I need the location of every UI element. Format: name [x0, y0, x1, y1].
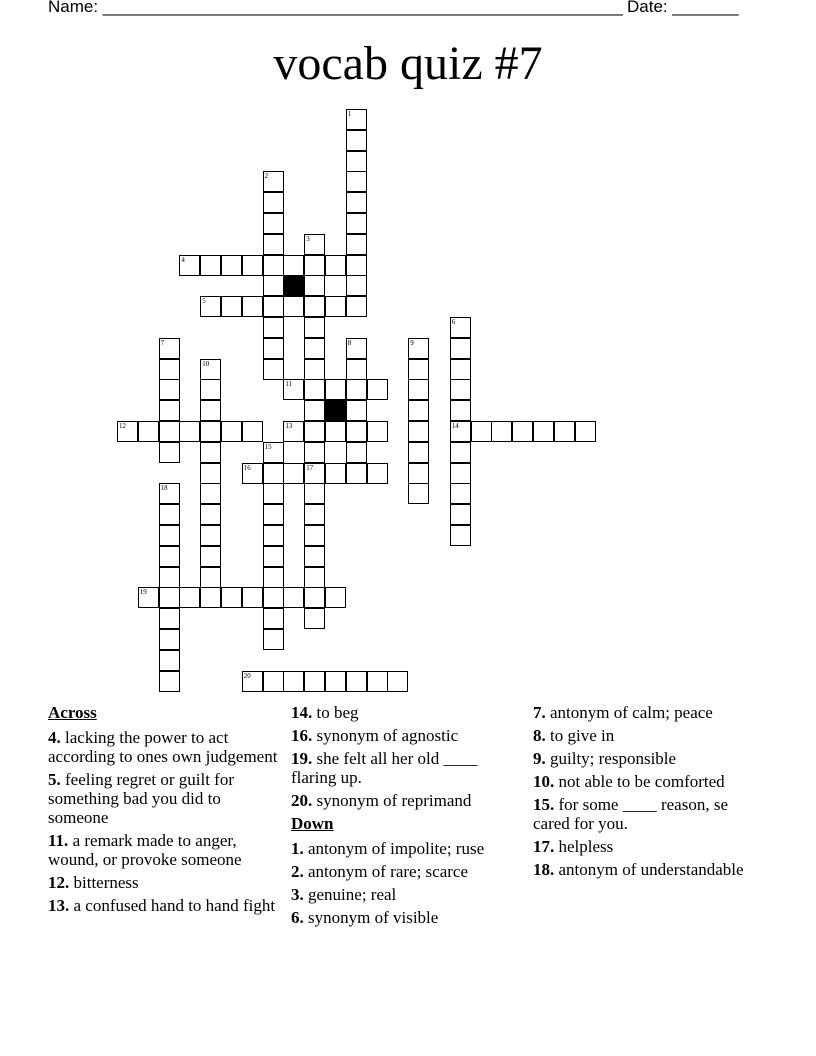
grid-cell[interactable] [263, 213, 284, 234]
cell-number: 17 [306, 463, 314, 472]
grid-cell[interactable] [325, 463, 346, 484]
grid-cell[interactable] [221, 255, 242, 276]
grid-cell[interactable] [159, 629, 180, 650]
cell-number: 6 [451, 318, 456, 326]
grid-cell[interactable] [346, 442, 367, 463]
grid-cell[interactable] [263, 192, 284, 213]
clue-down-7 [533, 772, 748, 791]
grid-cell[interactable] [575, 421, 596, 442]
grid-cell[interactable] [346, 359, 367, 380]
clue-text: feeling regret or guilt for something bad you did to someone [48, 770, 234, 827]
clue-across-8 [291, 791, 516, 810]
clue-across-2 [48, 831, 278, 869]
grid-cell[interactable] [159, 567, 180, 588]
grid-cell[interactable] [304, 671, 325, 692]
grid-cell[interactable] [346, 400, 367, 421]
grid-cell[interactable] [263, 483, 284, 504]
clue-down-5 [533, 726, 748, 745]
grid-cell[interactable] [408, 463, 429, 484]
grid-cell[interactable] [450, 317, 471, 338]
grid-cell[interactable] [450, 442, 471, 463]
grid-cell[interactable] [450, 338, 471, 359]
grid-cell[interactable] [304, 525, 325, 546]
grid-cell[interactable] [283, 255, 304, 276]
grid-cell[interactable] [283, 421, 304, 442]
grid-cell[interactable] [346, 421, 367, 442]
grid-cell[interactable] [159, 400, 180, 421]
clue-text: lacking the power to act according to ones own judgement [48, 728, 278, 766]
grid-cell[interactable] [450, 463, 471, 484]
grid-cell[interactable] [471, 421, 492, 442]
clue-text: synonym of reprimand [316, 791, 472, 810]
clue-text: not able to be comforted [558, 772, 725, 791]
grid-cell[interactable] [304, 338, 325, 359]
clue-column-2 [291, 703, 516, 931]
grid-cell[interactable] [263, 463, 284, 484]
clue-text: synonym of visible [308, 908, 439, 927]
grid-cell[interactable] [221, 421, 242, 442]
clue-column-1 [48, 703, 278, 919]
grid-cell[interactable] [554, 421, 575, 442]
clue-text: helpless [558, 837, 614, 856]
grid-cell[interactable] [242, 671, 263, 692]
grid-cell[interactable] [159, 421, 180, 442]
grid-cell[interactable] [346, 109, 367, 130]
clue-text: she felt all her old ____ flaring up. [291, 749, 478, 787]
cell-number: 7 [160, 338, 165, 347]
cell-number: 20 [243, 671, 251, 680]
grid-cell[interactable] [304, 421, 325, 442]
clue-text: a remark made to anger, wound, or provoke someone [48, 831, 242, 869]
clue-number: 1. [291, 839, 304, 858]
page-title: vocab quiz #7 [273, 37, 543, 90]
grid-cell[interactable] [346, 213, 367, 234]
grid-cell[interactable] [304, 483, 325, 504]
clue-number: 18. [533, 860, 555, 879]
grid-cell[interactable] [159, 546, 180, 567]
grid-cell[interactable] [325, 421, 346, 442]
cell-number: 5 [202, 297, 206, 306]
grid-cell[interactable] [283, 379, 304, 400]
grid-cell[interactable] [117, 421, 138, 442]
grid-cell[interactable] [159, 379, 180, 400]
down-heading: Down [291, 814, 334, 833]
grid-cell[interactable] [200, 442, 221, 463]
grid-cell[interactable] [263, 171, 284, 192]
grid-cell[interactable] [346, 255, 367, 276]
grid-cell[interactable] [200, 525, 221, 546]
grid-cell[interactable] [367, 463, 388, 484]
grid-cell[interactable] [179, 587, 200, 608]
cell-number: 14 [451, 422, 459, 430]
clue-down-2 [291, 885, 516, 904]
grid-cell[interactable] [304, 379, 325, 400]
grid-cell[interactable] [304, 442, 325, 463]
clue-text: bitterness [73, 873, 139, 892]
grid-cell[interactable] [450, 400, 471, 421]
clue-number: 7. [533, 703, 546, 722]
clue-across-4 [48, 896, 278, 915]
grid-cell[interactable] [263, 629, 284, 650]
grid-cell[interactable] [159, 504, 180, 525]
grid-cell[interactable] [179, 421, 200, 442]
grid-cell[interactable] [242, 296, 263, 317]
cell-number: 9 [410, 338, 414, 347]
grid-cell[interactable] [408, 400, 429, 421]
grid-cell[interactable] [263, 608, 284, 629]
clue-text: antonym of impolite; ruse [308, 839, 485, 858]
clue-number: 6. [291, 908, 304, 927]
clue-number: 5. [48, 770, 61, 789]
grid-cell[interactable] [200, 483, 221, 504]
grid-cell[interactable] [450, 379, 471, 400]
cell-number: 15 [264, 442, 272, 451]
cell-number: 19 [139, 588, 147, 597]
grid-cell[interactable] [408, 483, 429, 504]
grid-cell[interactable] [200, 463, 221, 484]
clue-number: 10. [533, 772, 555, 791]
grid-cell[interactable] [242, 463, 263, 484]
clue-number: 9. [533, 749, 546, 768]
grid-cell[interactable] [450, 504, 471, 525]
grid-cell[interactable] [138, 587, 159, 608]
clue-down-9 [533, 837, 748, 856]
cell-number: 8 [347, 338, 352, 347]
clue-number: 19. [291, 749, 313, 768]
grid-cell[interactable] [221, 296, 242, 317]
clue-number: 3. [291, 885, 304, 904]
grid-cell[interactable] [325, 587, 346, 608]
clue-column-3 [533, 703, 748, 883]
grid-cell[interactable] [242, 255, 263, 276]
clue-text: synonym of agnostic [316, 726, 459, 745]
grid-cell[interactable] [491, 421, 512, 442]
grid-cell[interactable] [200, 255, 221, 276]
clue-across-0 [48, 728, 278, 766]
grid-cell[interactable] [450, 359, 471, 380]
grid-cell[interactable] [200, 504, 221, 525]
grid-cell[interactable] [512, 421, 533, 442]
date-field[interactable]: Date: _______ [627, 0, 739, 16]
grid-cell[interactable] [367, 421, 388, 442]
grid-cell[interactable] [367, 671, 388, 692]
clue-number: 2. [291, 862, 304, 881]
across-heading: Across [48, 703, 97, 722]
grid-cell[interactable] [263, 587, 284, 608]
grid-cell[interactable] [263, 546, 284, 567]
black-cell [325, 400, 346, 421]
clue-down-6 [533, 749, 748, 768]
grid-cell[interactable] [304, 608, 325, 629]
cell-number: 10 [202, 359, 210, 368]
clue-down-3 [291, 908, 516, 927]
grid-cell[interactable] [263, 255, 284, 276]
grid-cell[interactable] [304, 546, 325, 567]
grid-cell[interactable] [304, 234, 325, 255]
grid-cell[interactable] [263, 567, 284, 588]
grid-cell[interactable] [159, 525, 180, 546]
grid-cell[interactable] [283, 296, 304, 317]
clue-across-3 [48, 873, 278, 892]
grid-cell[interactable] [408, 442, 429, 463]
grid-cell[interactable] [367, 379, 388, 400]
grid-cell[interactable] [346, 275, 367, 296]
cell-number: 3 [306, 234, 310, 243]
grid-cell[interactable] [304, 587, 325, 608]
header-line [48, 0, 748, 17]
grid-cell[interactable] [325, 379, 346, 400]
grid-cell[interactable] [408, 379, 429, 400]
grid-cell[interactable] [346, 338, 367, 359]
grid-cell[interactable] [304, 275, 325, 296]
grid-cell[interactable] [533, 421, 554, 442]
grid-cell[interactable] [263, 338, 284, 359]
clue-number: 13. [48, 896, 70, 915]
grid-cell[interactable] [159, 608, 180, 629]
grid-cell[interactable] [159, 338, 180, 359]
grid-cell[interactable] [242, 587, 263, 608]
clue-across-7 [291, 749, 516, 787]
grid-cell[interactable] [346, 463, 367, 484]
clue-text: genuine; real [308, 885, 397, 904]
grid-cell[interactable] [221, 587, 242, 608]
grid-cell[interactable] [346, 151, 367, 172]
clue-across-1 [48, 770, 278, 827]
clue-text: antonym of understandable [558, 860, 744, 879]
grid-cell[interactable] [200, 296, 221, 317]
grid-cell[interactable] [304, 400, 325, 421]
grid-cell[interactable] [159, 442, 180, 463]
clue-number: 4. [48, 728, 61, 747]
grid-cell[interactable] [450, 483, 471, 504]
clue-down-10 [533, 860, 748, 879]
grid-cell[interactable] [200, 359, 221, 380]
cell-number: 16 [243, 463, 251, 472]
grid-cell[interactable] [283, 463, 304, 484]
grid-cell[interactable] [159, 650, 180, 671]
cell-number: 4 [181, 255, 185, 264]
grid-cell[interactable] [304, 296, 325, 317]
grid-cell[interactable] [346, 192, 367, 213]
grid-cell[interactable] [325, 296, 346, 317]
grid-cell[interactable] [138, 421, 159, 442]
grid-cell[interactable] [408, 338, 429, 359]
cell-number: 13 [285, 422, 293, 430]
clue-number: 14. [291, 703, 313, 722]
grid-cell[interactable] [200, 379, 221, 400]
clue-down-1 [291, 862, 516, 881]
grid-cell[interactable] [159, 671, 180, 692]
grid-cell[interactable] [263, 234, 284, 255]
clue-text: antonym of calm; peace [550, 703, 713, 722]
grid-cell[interactable] [346, 296, 367, 317]
grid-cell[interactable] [242, 421, 263, 442]
cell-number: 12 [119, 422, 126, 430]
grid-cell[interactable] [450, 421, 471, 442]
grid-cell[interactable] [200, 546, 221, 567]
clue-number: 20. [291, 791, 313, 810]
grid-cell[interactable] [263, 359, 284, 380]
grid-cell[interactable] [179, 255, 200, 276]
grid-cell[interactable] [263, 504, 284, 525]
clue-number: 15. [533, 795, 555, 814]
grid-cell[interactable] [283, 671, 304, 692]
clue-across-6 [291, 726, 516, 745]
grid-cell[interactable] [263, 442, 284, 463]
cell-number: 18 [160, 484, 168, 493]
grid-cell[interactable] [283, 587, 304, 608]
black-cell [283, 275, 304, 296]
grid-cell[interactable] [346, 234, 367, 255]
grid-cell[interactable] [325, 255, 346, 276]
grid-cell[interactable] [304, 463, 325, 484]
clue-down-4 [533, 703, 748, 722]
clue-down-0 [291, 839, 516, 858]
grid-cell[interactable] [200, 400, 221, 421]
clue-text: a confused hand to hand fight [73, 896, 276, 915]
clue-number: 12. [48, 873, 70, 892]
clue-number: 11. [48, 831, 69, 850]
name-field[interactable]: Name: _______________________________________________________ [48, 0, 623, 16]
grid-cell[interactable] [159, 359, 180, 380]
grid-cell[interactable] [200, 587, 221, 608]
clue-text: antonym of rare; scarce [308, 862, 468, 881]
grid-cell[interactable] [408, 421, 429, 442]
grid-cell[interactable] [346, 671, 367, 692]
cell-number: 1 [347, 110, 352, 118]
cell-number: 11 [285, 380, 293, 389]
clue-number: 16. [291, 726, 313, 745]
clue-down-8 [533, 795, 748, 833]
grid-cell[interactable] [408, 359, 429, 380]
grid-cell[interactable] [450, 525, 471, 546]
grid-cell[interactable] [304, 567, 325, 588]
clue-number: 8. [533, 726, 546, 745]
grid-cell[interactable] [304, 317, 325, 338]
grid-cell[interactable] [263, 525, 284, 546]
grid-cell[interactable] [159, 587, 180, 608]
grid-cell[interactable] [200, 567, 221, 588]
grid-cell[interactable] [263, 275, 284, 296]
cell-number: 2 [264, 172, 269, 181]
grid-cell[interactable] [325, 671, 346, 692]
clue-text: to beg [316, 703, 359, 722]
grid-cell[interactable] [263, 296, 284, 317]
clue-number: 17. [533, 837, 555, 856]
grid-cell[interactable] [263, 671, 284, 692]
grid-cell[interactable] [200, 421, 221, 442]
grid-cell[interactable] [387, 671, 408, 692]
grid-cell[interactable] [304, 255, 325, 276]
grid-cell[interactable] [304, 504, 325, 525]
clue-text: for some ____ reason, se cared for you. [533, 795, 728, 833]
grid-cell[interactable] [346, 171, 367, 192]
clue-across-5 [291, 703, 516, 722]
grid-cell[interactable] [263, 317, 284, 338]
grid-cell[interactable] [346, 379, 367, 400]
grid-cell[interactable] [346, 130, 367, 151]
grid-cell[interactable] [159, 483, 180, 504]
clue-text: to give in [550, 726, 615, 745]
grid-cell[interactable] [304, 359, 325, 380]
clue-text: guilty; responsible [550, 749, 677, 768]
